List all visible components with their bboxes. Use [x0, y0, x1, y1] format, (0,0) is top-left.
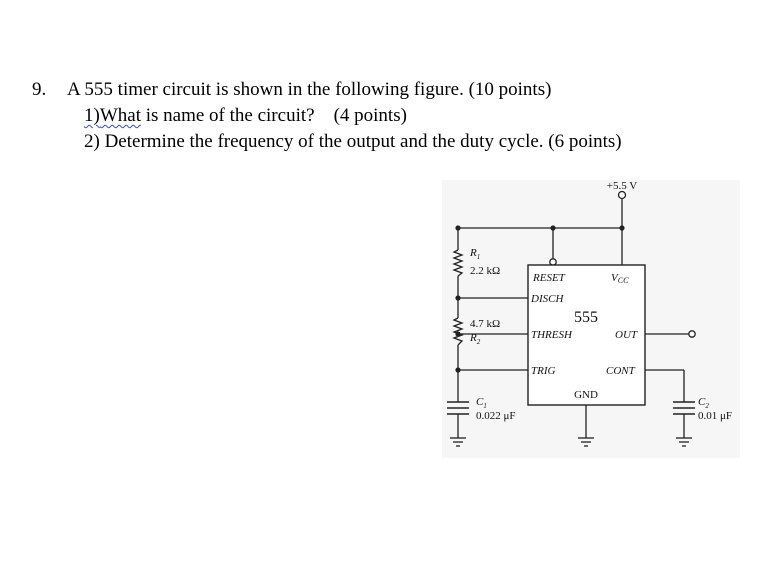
pin-cont-label: CONT [606, 365, 635, 377]
part-1-rest: is name of the circuit? [140, 105, 315, 126]
r2-label: $R_2$ [470, 332, 481, 346]
c1-label: $C_1$ [476, 396, 487, 410]
c2-label: $C_2$ [698, 396, 709, 410]
chip-label: 555 [574, 309, 598, 326]
question-stem: A 555 timer circuit is shown in the following figure. (10 points) [67, 79, 552, 100]
question-part-2: 2) Determine the frequency of the output and the duty cycle. (6 points) [84, 131, 622, 152]
r1-value: 2.2 kΩ [470, 265, 501, 277]
output-terminal [689, 331, 695, 337]
r1-label: $R_1$ [470, 247, 481, 261]
pin-disch-label: DISCH [531, 293, 564, 305]
pin-gnd-label: GND [574, 389, 598, 401]
part-1-prefix: 1) [84, 105, 100, 126]
supply-label: +5.5 V [606, 180, 638, 192]
c2-value: 0.01 μF [698, 410, 733, 422]
c1-value: 0.022 μF [476, 410, 516, 422]
pin-thresh-label: THRESH [531, 329, 572, 341]
reset-inversion-bubble [550, 259, 556, 265]
pin-out-label: OUT [615, 329, 638, 341]
pin-vcc-label: VCC [611, 272, 629, 285]
pin-reset-label: RESET [533, 272, 565, 284]
part-1-points: (4 points) [333, 105, 407, 126]
pin-trig-label: TRIG [531, 365, 556, 377]
part-1-word: What [99, 105, 141, 126]
supply-terminal [619, 192, 626, 199]
question-number: 9. [32, 79, 47, 100]
r2-value: 4.7 kΩ [470, 318, 501, 330]
